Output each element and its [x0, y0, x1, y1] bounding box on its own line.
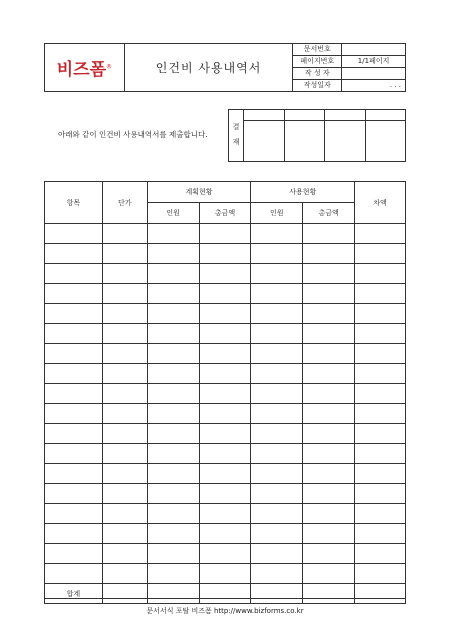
table-cell[interactable]	[102, 384, 147, 404]
table-cell[interactable]	[251, 404, 303, 424]
table-cell[interactable]	[303, 524, 355, 544]
labor-cost-table	[44, 181, 406, 604]
meta-value-date: . . .	[342, 80, 406, 92]
table-cell[interactable]	[303, 324, 355, 344]
table-row	[45, 284, 406, 304]
table-cell[interactable]	[102, 424, 147, 444]
table-cell[interactable]	[147, 564, 199, 584]
table-cell[interactable]	[102, 264, 147, 284]
total-cell[interactable]	[102, 584, 147, 604]
document-header	[44, 43, 406, 92]
table-row	[45, 464, 406, 484]
table-cell[interactable]	[303, 444, 355, 464]
subheader-planned-persons: 인원	[147, 203, 199, 224]
subheader-planned-amount: 총금액	[199, 203, 251, 224]
table-cell[interactable]	[303, 404, 355, 424]
table-cell[interactable]	[199, 344, 251, 364]
table-cell[interactable]	[102, 544, 147, 564]
table-cell[interactable]	[199, 464, 251, 484]
logo-registered-mark: ®	[106, 63, 113, 71]
table-cell[interactable]	[355, 504, 406, 524]
table-cell[interactable]	[303, 464, 355, 484]
table-cell[interactable]	[251, 524, 303, 544]
header-unit-price: 단가	[102, 182, 147, 224]
table-cell[interactable]	[355, 544, 406, 564]
table-row	[45, 384, 406, 404]
table-cell[interactable]	[199, 544, 251, 564]
table-cell[interactable]	[102, 464, 147, 484]
table-cell[interactable]	[303, 424, 355, 444]
table-row	[45, 244, 406, 264]
footer-text: 문서서식 포탈 비즈폼 http://www.bizforms.co.kr	[146, 607, 304, 615]
table-row	[45, 364, 406, 384]
table-cell[interactable]	[147, 504, 199, 524]
approval-label	[229, 110, 244, 162]
table-cell[interactable]	[199, 244, 251, 264]
table-cell[interactable]	[147, 284, 199, 304]
table-cell[interactable]	[45, 484, 103, 504]
table-cell[interactable]	[303, 344, 355, 364]
header-actual: 사용현황	[251, 182, 355, 203]
table-cell[interactable]	[45, 524, 103, 544]
table-cell[interactable]	[355, 364, 406, 384]
approval-sign-cell[interactable]	[365, 121, 406, 162]
table-cell[interactable]	[45, 404, 103, 424]
table-cell[interactable]	[147, 404, 199, 424]
table-cell[interactable]	[45, 224, 103, 244]
meta-label-doc-number: 문서번호	[293, 44, 342, 56]
table-cell[interactable]	[147, 424, 199, 444]
table-cell[interactable]	[199, 564, 251, 584]
table-cell[interactable]	[102, 364, 147, 384]
table-cell[interactable]	[355, 304, 406, 324]
table-cell[interactable]	[199, 384, 251, 404]
table-cell[interactable]	[147, 324, 199, 344]
table-cell[interactable]	[251, 224, 303, 244]
table-cell[interactable]	[147, 224, 199, 244]
table-cell[interactable]	[303, 384, 355, 404]
table-row	[45, 224, 406, 244]
table-cell[interactable]	[251, 464, 303, 484]
table-row	[45, 544, 406, 564]
table-cell[interactable]	[45, 564, 103, 584]
table-cell[interactable]	[303, 244, 355, 264]
intro-text: 아래와 같이 인건비 사용내역서를 제출합니다.	[58, 130, 208, 139]
table-cell[interactable]	[355, 484, 406, 504]
header-planned: 계획현황	[147, 182, 251, 203]
table-row	[45, 344, 406, 364]
table-cell[interactable]	[303, 504, 355, 524]
table-cell[interactable]	[102, 524, 147, 544]
table-cell[interactable]	[147, 264, 199, 284]
logo	[45, 44, 125, 92]
table-cell[interactable]	[147, 344, 199, 364]
table-cell[interactable]	[45, 384, 103, 404]
table-cell[interactable]	[355, 564, 406, 584]
approval-label-top: 결	[232, 122, 240, 131]
table-cell[interactable]	[303, 364, 355, 384]
total-cell[interactable]	[199, 584, 251, 604]
table-cell[interactable]	[45, 344, 103, 364]
table-cell[interactable]	[147, 484, 199, 504]
approval-label-bottom: 재	[232, 138, 240, 147]
table-row	[45, 304, 406, 324]
table-row	[45, 524, 406, 544]
total-cell[interactable]	[355, 584, 406, 604]
table-cell[interactable]	[199, 264, 251, 284]
table-cell[interactable]	[147, 304, 199, 324]
table-cell[interactable]	[199, 484, 251, 504]
meta-label-page-number: 페이지번호	[293, 56, 342, 68]
table-cell[interactable]	[355, 524, 406, 544]
table-row	[45, 564, 406, 584]
table-cell[interactable]	[102, 504, 147, 524]
table-cell[interactable]	[199, 284, 251, 304]
table-cell[interactable]	[102, 224, 147, 244]
table-cell[interactable]	[355, 324, 406, 344]
table-cell[interactable]	[199, 444, 251, 464]
table-cell[interactable]	[251, 284, 303, 304]
table-cell[interactable]	[45, 504, 103, 524]
table-cell[interactable]	[45, 444, 103, 464]
table-cell[interactable]	[45, 264, 103, 284]
total-cell[interactable]	[147, 584, 199, 604]
table-cell[interactable]	[45, 304, 103, 324]
table-cell[interactable]	[251, 364, 303, 384]
table-cell[interactable]	[251, 324, 303, 344]
total-cell[interactable]	[251, 584, 303, 604]
table-cell[interactable]	[355, 264, 406, 284]
table-cell[interactable]	[303, 544, 355, 564]
meta-label-date: 작성일자	[293, 80, 342, 92]
table-cell[interactable]	[303, 564, 355, 584]
table-cell[interactable]	[102, 324, 147, 344]
table-cell[interactable]	[303, 224, 355, 244]
meta-value-page-number: 1/1페이지	[342, 56, 406, 68]
meta-value-author	[342, 68, 406, 80]
table-cell[interactable]	[147, 444, 199, 464]
table-cell[interactable]	[355, 384, 406, 404]
total-cell[interactable]	[303, 584, 355, 604]
approval-title-cell[interactable]	[365, 110, 406, 121]
table-cell[interactable]	[45, 544, 103, 564]
approval-title-cell[interactable]	[284, 110, 325, 121]
table-cell[interactable]	[251, 424, 303, 444]
table-cell[interactable]	[199, 224, 251, 244]
table-cell[interactable]	[199, 364, 251, 384]
table-cell[interactable]	[251, 244, 303, 264]
table-cell[interactable]	[355, 244, 406, 264]
table-cell[interactable]	[147, 244, 199, 264]
footer-divider	[44, 598, 406, 599]
table-cell[interactable]	[102, 484, 147, 504]
table-cell[interactable]	[147, 384, 199, 404]
table-cell[interactable]	[199, 304, 251, 324]
table-cell[interactable]	[102, 344, 147, 364]
table-row	[45, 484, 406, 504]
approval-sign-cell[interactable]	[284, 121, 325, 162]
table-cell[interactable]	[147, 524, 199, 544]
table-cell[interactable]	[355, 424, 406, 444]
table-cell[interactable]	[355, 444, 406, 464]
table-cell[interactable]	[199, 504, 251, 524]
table-cell[interactable]	[303, 484, 355, 504]
table-cell[interactable]	[251, 504, 303, 524]
table-cell[interactable]	[102, 304, 147, 324]
table-cell[interactable]	[102, 244, 147, 264]
table-cell[interactable]	[355, 464, 406, 484]
approval-title-cell[interactable]	[325, 110, 366, 121]
table-cell[interactable]	[303, 284, 355, 304]
table-cell[interactable]	[199, 324, 251, 344]
table-cell[interactable]	[251, 544, 303, 564]
table-cell[interactable]	[355, 344, 406, 364]
approval-sign-cell[interactable]	[325, 121, 366, 162]
approval-sign-cell[interactable]	[244, 121, 285, 162]
table-cell[interactable]	[251, 384, 303, 404]
subheader-actual-persons: 인원	[251, 203, 303, 224]
table-cell[interactable]	[355, 284, 406, 304]
table-cell[interactable]	[102, 284, 147, 304]
approval-box	[228, 109, 406, 162]
table-cell[interactable]	[45, 284, 103, 304]
subheader-actual-amount: 총금액	[303, 203, 355, 224]
table-row	[45, 504, 406, 524]
total-row	[45, 584, 406, 604]
table-row	[45, 324, 406, 344]
table-cell[interactable]	[102, 564, 147, 584]
table-cell[interactable]	[45, 364, 103, 384]
table-cell[interactable]	[251, 444, 303, 464]
table-cell[interactable]	[251, 304, 303, 324]
table-cell[interactable]	[303, 264, 355, 284]
header-item: 항목	[45, 182, 103, 224]
table-cell[interactable]	[45, 244, 103, 264]
approval-title-cell[interactable]	[244, 110, 285, 121]
table-cell[interactable]	[251, 264, 303, 284]
table-cell[interactable]	[147, 544, 199, 564]
table-cell[interactable]	[355, 404, 406, 424]
table-cell[interactable]	[303, 304, 355, 324]
table-cell[interactable]	[45, 324, 103, 344]
meta-label-author: 작 성 자	[293, 68, 342, 80]
table-cell[interactable]	[147, 364, 199, 384]
table-cell[interactable]	[45, 424, 103, 444]
table-row	[45, 444, 406, 464]
table-cell[interactable]	[251, 344, 303, 364]
table-cell[interactable]	[355, 224, 406, 244]
table-row	[45, 424, 406, 444]
meta-value-doc-number	[342, 44, 406, 56]
logo-text: 비즈폼	[56, 60, 107, 80]
total-label: 합계	[45, 584, 103, 604]
table-cell[interactable]	[199, 524, 251, 544]
header-difference: 차액	[355, 182, 406, 224]
table-row	[45, 404, 406, 424]
table-cell[interactable]	[45, 464, 103, 484]
table-cell[interactable]	[251, 564, 303, 584]
table-cell[interactable]	[147, 464, 199, 484]
table-cell[interactable]	[102, 404, 147, 424]
table-cell[interactable]	[199, 424, 251, 444]
table-cell[interactable]	[251, 484, 303, 504]
table-cell[interactable]	[102, 444, 147, 464]
document-title: 인건비 사용내역서	[124, 44, 293, 92]
table-row	[45, 264, 406, 284]
table-cell[interactable]	[199, 404, 251, 424]
